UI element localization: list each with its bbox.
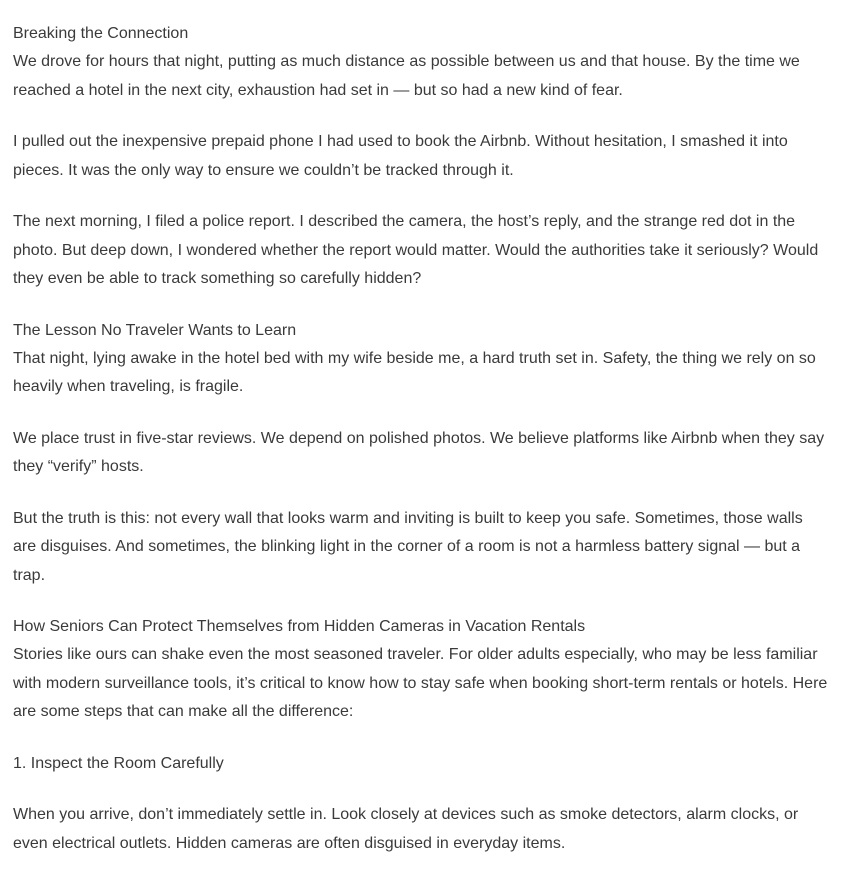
paragraph: When you arrive, don’t immediately settle in. Look closely at devices such as smoke detectors, alarm clocks, or even electrical outlets. Hidden cameras are often disguised in everyday items. (13, 806, 799, 852)
paragraph: That night, lying awake in the hotel bed with my wife beside me, a hard truth set in. Safety, the thing we rely on so heavily when traveling, is fragile. (13, 349, 816, 395)
section-heading: The Lesson No Traveler Wants to Learn (13, 321, 297, 339)
section-heading: How Seniors Can Protect Themselves from Hidden Cameras in Vacation Rentals (13, 618, 586, 635)
paragraph: We drove for hours that night, putting as much distance as possible between us and that house. By the time we reached a hotel in the next city, exhaustion had set in — but so had a new kind of fear. (13, 53, 800, 99)
list-step-heading: 1. Inspect the Room Carefully (13, 754, 224, 772)
section-heading: Breaking the Connection (13, 25, 189, 42)
paragraph: But the truth is this: not every wall that looks warm and inviting is built to keep you safe. Sometimes, those walls are disguises. And sometimes, the blinking light in the corner of a room is not a harmless battery signal — but a trap. (13, 509, 803, 584)
paragraph: We place trust in five-star reviews. We depend on polished photos. We believe platforms like Airbnb when they say they “verify” hosts. (13, 429, 825, 475)
paragraph: The next morning, I filed a police report. I described the camera, the host’s reply, and the strange red dot in the photo. But deep down, I wondered whether the report would matter. Would the authorities take it seriously? Would they even be able to track something so carefully hidden? (13, 213, 819, 287)
paragraph: Stories like ours can shake even the most seasoned traveler. For older adults especially, who may be less familiar with modern surveillance tools, it’s critical to know how to stay safe when booking short-term rentals or hotels. Here are some steps that can make all the difference: (13, 646, 828, 720)
paragraph: I pulled out the inexpensive prepaid phone I had used to book the Airbnb. Without hesitation, I smashed it into pieces. It was the only way to ensure we couldn’t be tracked through it. (13, 133, 788, 179)
